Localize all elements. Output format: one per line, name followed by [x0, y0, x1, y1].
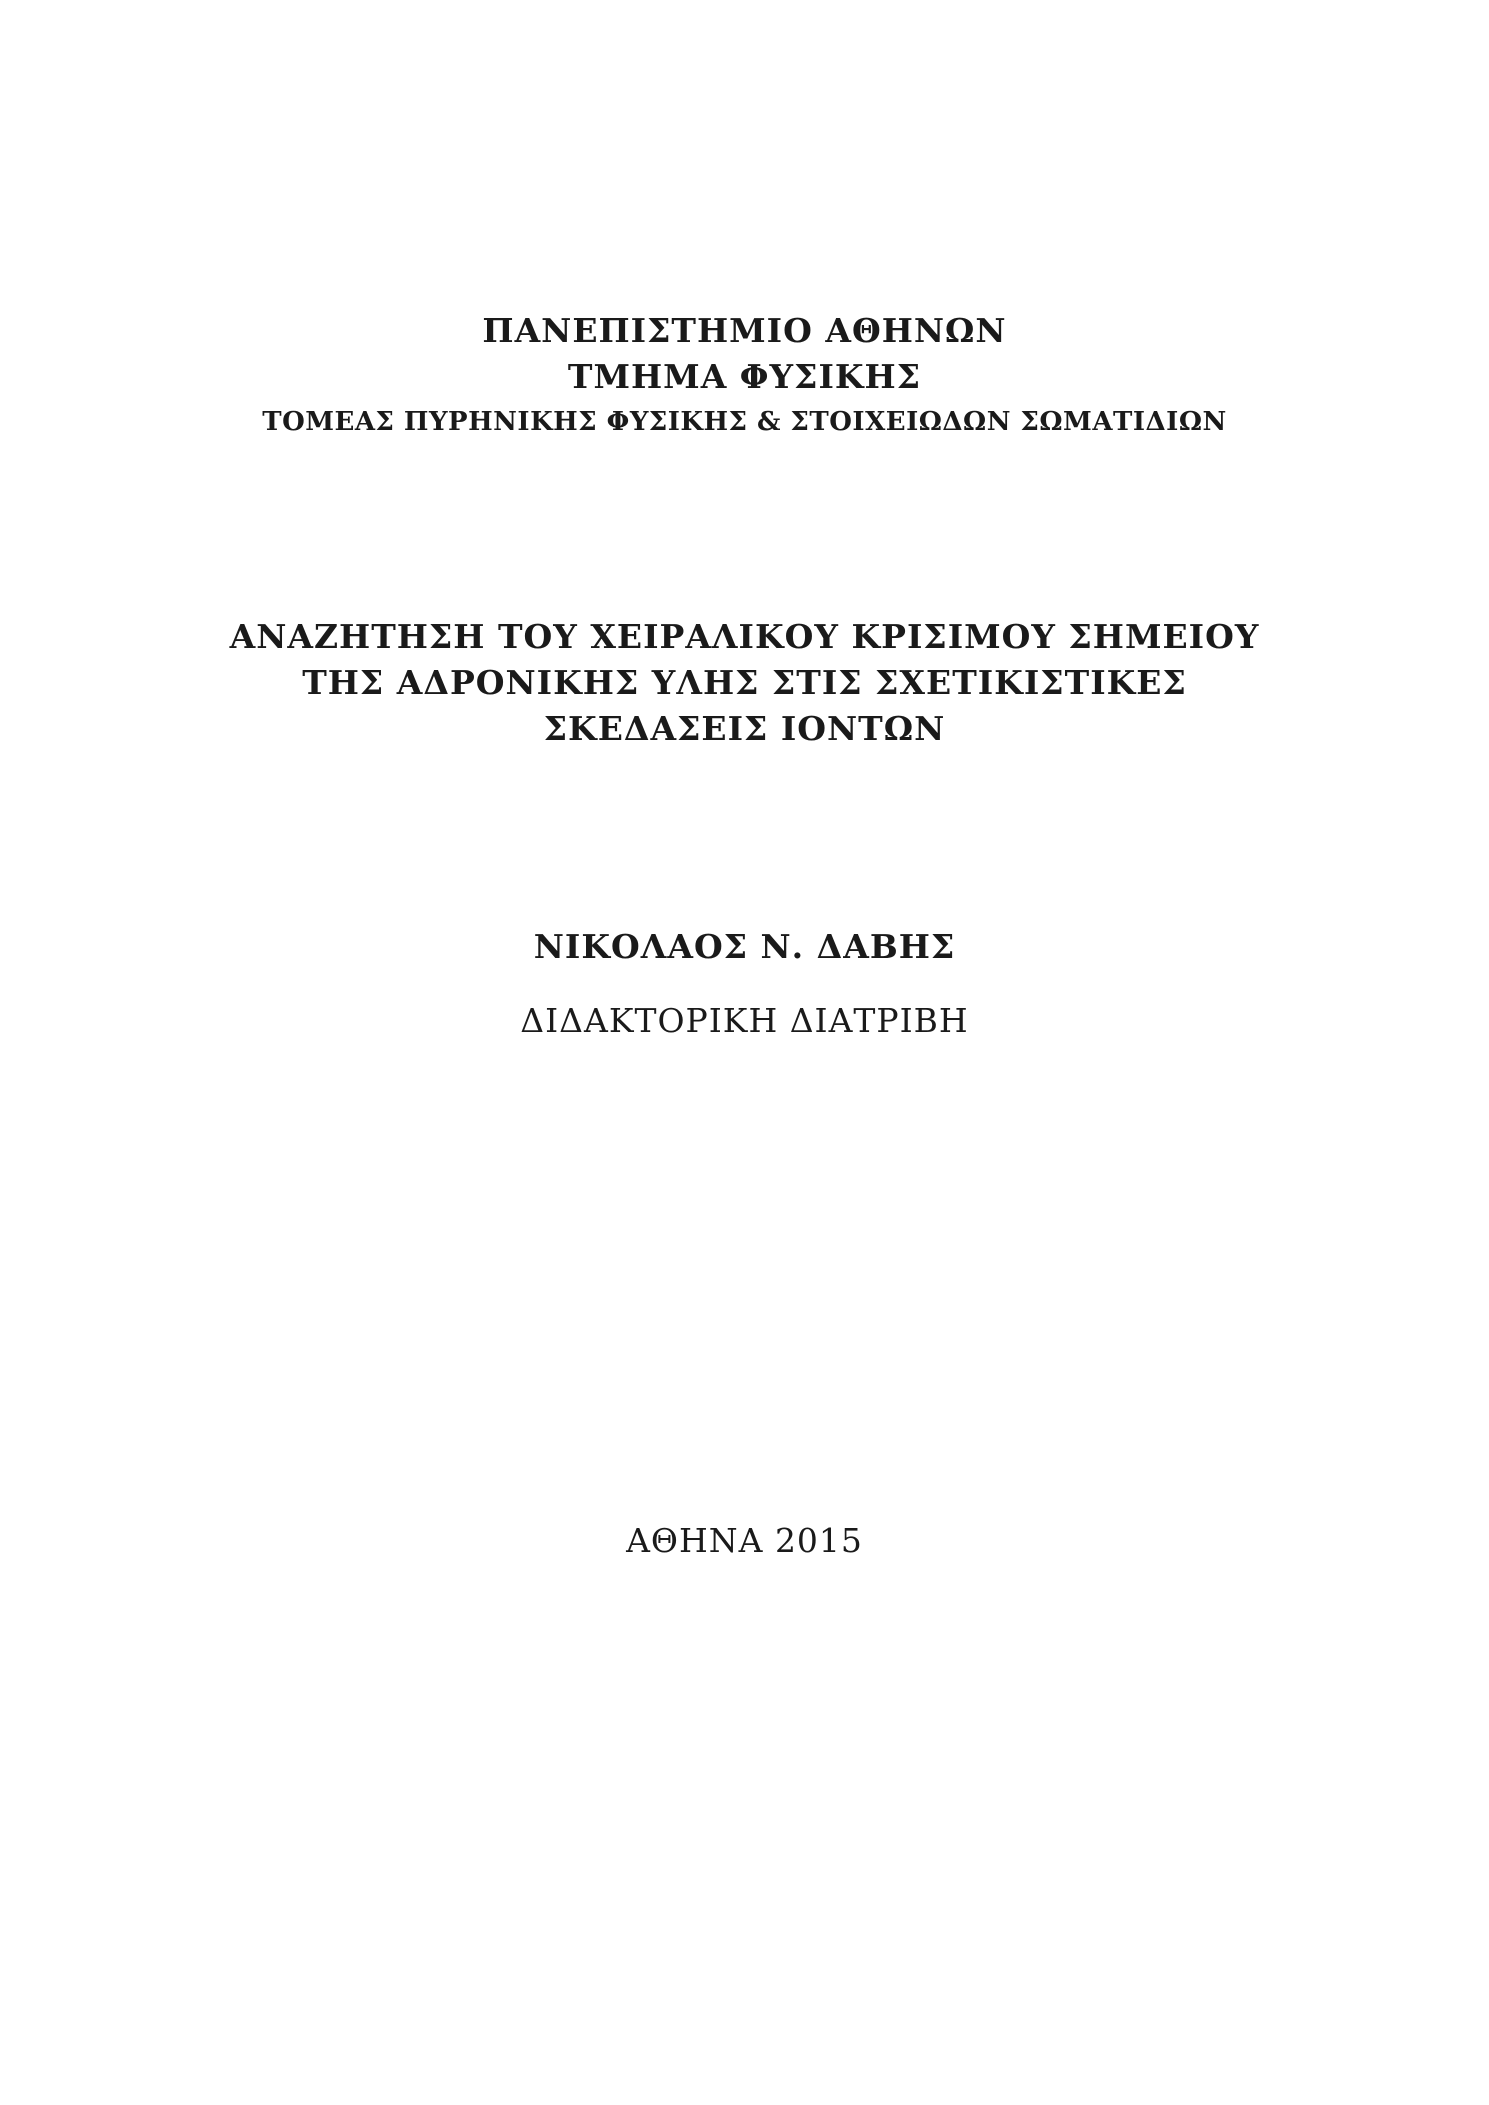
author-block — [0, 924, 1489, 970]
university-header — [0, 308, 1489, 444]
thesis-title-line-2: ΤΗΣ ΑΔΡΟΝΙΚΗΣ ΥΛΗΣ ΣΤΙΣ ΣΧΕΤΙΚΙΣΤΙΚΕΣ — [302, 663, 1187, 702]
section-name: ΤΟΜΕΑΣ ΠΥΡΗΝΙΚΗΣ ΦΥΣΙΚΗΣ & ΣΤΟΙΧΕΙΩΔΩΝ ΣΩΜΑΤΙΔΙΩΝ — [262, 407, 1227, 437]
place-year: ΑΘΗΝΑ 2015 — [626, 1521, 863, 1560]
thesis-title-line-1: ΑΝΑΖΗΤΗΣΗ ΤΟΥ ΧΕΙΡΑΛΙΚΟΥ ΚΡΙΣΙΜΟΥ ΣΗΜΕΙΟΥ — [229, 617, 1260, 656]
thesis-type-block — [0, 998, 1489, 1044]
department-name: ΤΜΗΜΑ ΦΥΣΙΚΗΣ — [567, 357, 922, 396]
thesis-type: ΔΙΔΑΚΤΟΡΙΚΗ ΔΙΑΤΡΙΒΗ — [520, 1001, 969, 1040]
author-name: ΝΙΚΟΛΑΟΣ Ν. ΔΑΒΗΣ — [533, 927, 956, 966]
thesis-title-line-3: ΣΚΕΔΑΣΕΙΣ ΙΟΝΤΩΝ — [543, 709, 946, 748]
university-name: ΠΑΝΕΠΙΣΤΗΜΙΟ ΑΘΗΝΩΝ — [482, 311, 1007, 350]
thesis-title — [0, 614, 1489, 752]
place-year-block — [0, 1518, 1489, 1564]
